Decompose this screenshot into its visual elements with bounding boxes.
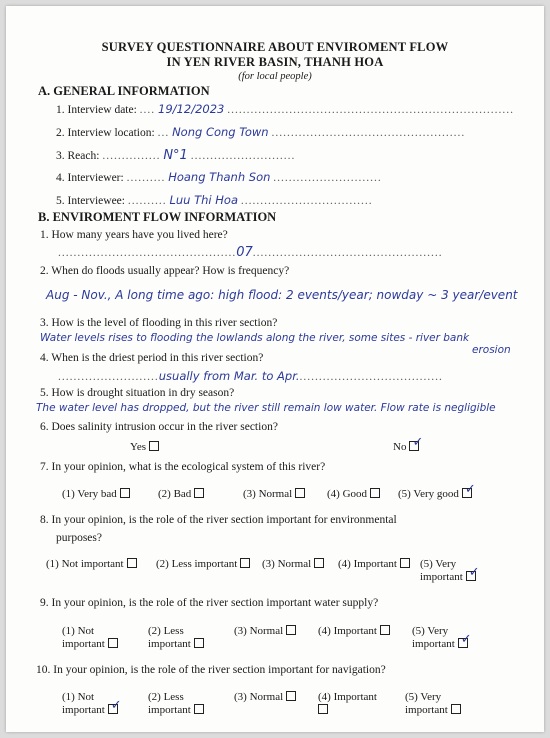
checkbox-icon[interactable] [400, 558, 410, 568]
question-7: 7. In your opinion, what is the ecological system of this river? [40, 461, 326, 473]
option-label: important [148, 638, 191, 650]
question-5: 5. How is drought situation in dry season? [40, 387, 235, 399]
option-label: (2) Less [148, 625, 184, 637]
checkbox-icon[interactable] [318, 704, 328, 714]
salinity-yes-option[interactable] [130, 441, 159, 453]
q8-option-3[interactable] [262, 558, 324, 570]
answer-4-line: ..........................usually from Mar. to Apr...................................... [58, 369, 443, 383]
section-a-heading: A. GENERAL INFORMATION [38, 84, 210, 98]
checkbox-icon[interactable] [462, 482, 476, 498]
option-label: (4) Important [318, 625, 377, 637]
q7-option-3[interactable] [243, 488, 305, 500]
answer-3: Water levels rises to flooding the lowlands along the river, some sites - river bank [40, 332, 470, 344]
checkbox-icon[interactable] [314, 558, 324, 568]
item-number: 5. [56, 195, 65, 207]
interview-date-value: 19/12/2023 [158, 102, 225, 116]
question-8-continued: purposes? [56, 532, 102, 544]
salinity-no-label: No [393, 441, 407, 453]
interview-date-row: 1. Interview date: .... 19/12/2023 .......................................................................... [56, 102, 514, 116]
reach-label: Reach: [67, 150, 100, 162]
q10-option-1[interactable] [62, 691, 94, 703]
option-label: (2) Less [148, 691, 184, 703]
option-label: (5) Very good [398, 488, 459, 500]
salinity-yes-label: Yes [130, 441, 147, 453]
answer-5: The water level has dropped, but the river still remain low water. Flow rate is negligible [36, 402, 496, 414]
answer-4: usually from Mar. to Apr. [158, 369, 300, 383]
checkbox-icon[interactable] [380, 625, 390, 635]
q7-option-5[interactable] [398, 482, 476, 500]
q10-option-2-line2[interactable] [148, 704, 204, 716]
reach-value: N°1 [163, 148, 188, 163]
form-title-line2: IN YEN RIVER BASIN, THANH HOA [166, 55, 384, 69]
checkbox-icon[interactable] [451, 704, 461, 714]
checkbox-icon[interactable] [194, 488, 204, 498]
q8-option-5-line2[interactable] [420, 565, 480, 583]
item-number: 1. [56, 104, 65, 116]
interview-date-label: Interview date: [67, 104, 137, 116]
q9-option-5[interactable] [412, 625, 448, 637]
interview-location-label: Interview location: [67, 127, 155, 139]
q10-option-5[interactable] [405, 691, 441, 703]
question-9: 9. In your opinion, is the role of the river section important water supply? [40, 597, 379, 609]
question-10: 10. In your opinion, is the role of the river section important for navigation? [36, 664, 386, 676]
option-label: important [62, 704, 105, 716]
salinity-no-option[interactable] [393, 435, 424, 453]
checkbox-icon[interactable] [194, 704, 204, 714]
checkmark-icon: ✓ [464, 482, 476, 497]
answer-1-line: ..............................................07................................................. [58, 245, 443, 260]
form-subtitle: (for local people) [238, 71, 312, 82]
question-1: 1. How many years have you lived here? [40, 229, 228, 241]
q7-option-2[interactable] [158, 488, 204, 500]
interviewee-row: 5. Interviewee: .......... Luu Thi Hoa .................................. [56, 193, 373, 207]
option-label: (4) Important [318, 691, 377, 703]
q10-option-1-line2[interactable] [62, 698, 122, 716]
question-6: 6. Does salinity intrusion occur in the river section? [40, 421, 278, 433]
answer-1: 07 [236, 245, 253, 260]
option-label: (5) Very [405, 691, 442, 703]
q9-option-1-line2[interactable] [62, 638, 118, 650]
question-2: 2. When do floods usually appear? How is frequency? [40, 265, 290, 277]
checkbox-icon[interactable] [409, 435, 424, 451]
checkbox-icon[interactable] [108, 698, 122, 714]
checkbox-icon[interactable] [120, 488, 130, 498]
section-b-heading: B. ENVIROMENT FLOW INFORMATION [38, 210, 277, 224]
checkmark-icon: ✓ [460, 632, 472, 647]
checkbox-icon[interactable] [466, 565, 480, 581]
option-label: (1) Not important [46, 558, 124, 570]
checkbox-icon[interactable] [194, 638, 204, 648]
checkbox-icon[interactable] [286, 691, 296, 701]
interview-location-value: Nong Cong Town [172, 125, 269, 139]
option-label: (4) Important [338, 558, 397, 570]
checkbox-icon[interactable] [149, 441, 159, 451]
interviewee-label: Interviewee: [67, 195, 125, 207]
form-title-line1: SURVEY QUESTIONNAIRE ABOUT ENVIROMENT FLOW [101, 40, 449, 54]
q8-option-4[interactable] [338, 558, 410, 570]
answer-2: Aug - Nov., A long time ago: high flood: 2 events/year; nowday ~ 3 year/event [46, 288, 518, 302]
checkbox-icon[interactable] [108, 638, 118, 648]
item-number: 2. [56, 127, 65, 139]
checkbox-icon[interactable] [286, 625, 296, 635]
option-label: (3) Normal [262, 558, 312, 570]
option-label: (5) Very [412, 625, 449, 637]
question-3: 3. How is the level of flooding in this river section? [40, 317, 278, 329]
option-label: important [412, 638, 455, 650]
option-label: (1) Not [62, 625, 95, 637]
option-label: (2) Bad [158, 488, 192, 500]
item-number: 3. [56, 150, 65, 162]
q7-option-1[interactable] [62, 488, 130, 500]
q10-option-2[interactable] [148, 691, 184, 703]
interviewer-row: 4. Interviewer: .......... Hoang Thanh Son ............................ [56, 170, 382, 184]
option-label: important [148, 704, 191, 716]
checkbox-icon[interactable] [370, 488, 380, 498]
option-label: (3) Normal [234, 691, 284, 703]
checkmark-icon: ✓ [412, 435, 424, 450]
q10-option-4[interactable] [318, 691, 377, 703]
checkbox-icon[interactable] [458, 632, 472, 648]
q8-option-2[interactable] [156, 558, 250, 570]
reach-row: 3. Reach: ............... N°1 ........................... [56, 148, 296, 163]
question-8: 8. In your opinion, is the role of the river section important for environmental [40, 514, 397, 526]
checkbox-icon[interactable] [240, 558, 250, 568]
question-4: 4. When is the driest period in this river section? [40, 352, 264, 364]
checkmark-icon: ✓ [110, 698, 122, 713]
q10-option-5-line2[interactable] [405, 704, 461, 716]
option-label: (5) Very [420, 558, 457, 570]
q9-option-2-line2[interactable] [148, 638, 204, 650]
q7-option-4[interactable] [327, 488, 380, 500]
checkbox-icon[interactable] [295, 488, 305, 498]
option-label: (3) Normal [234, 625, 284, 637]
interviewee-value: Luu Thi Hoa [169, 193, 239, 207]
interviewer-value: Hoang Thanh Son [168, 170, 271, 184]
q9-option-4[interactable] [318, 625, 390, 637]
option-label: (1) Not [62, 691, 95, 703]
option-label: important [405, 704, 448, 716]
option-label: important [62, 638, 105, 650]
answer-3-continued: erosion [472, 344, 511, 356]
q8-option-1[interactable] [46, 558, 137, 570]
q10-option-4-box[interactable] [318, 704, 328, 716]
option-label: (3) Normal [243, 488, 293, 500]
item-number: 4. [56, 172, 65, 184]
interview-location-row: 2. Interview location: ... Nong Cong Town .................................................. [56, 125, 466, 139]
q9-option-2[interactable] [148, 625, 184, 637]
option-label: important [420, 571, 463, 583]
checkbox-icon[interactable] [127, 558, 137, 568]
q9-option-3[interactable] [234, 625, 296, 637]
option-label: (4) Good [327, 488, 368, 500]
option-label: (2) Less important [156, 558, 238, 570]
q10-option-3[interactable] [234, 691, 296, 703]
q8-option-5[interactable] [420, 558, 456, 570]
q9-option-1[interactable] [62, 625, 94, 637]
q9-option-5-line2[interactable] [412, 632, 472, 650]
interviewer-label: Interviewer: [67, 172, 124, 184]
option-label: (1) Very bad [62, 488, 117, 500]
checkmark-icon: ✓ [468, 565, 480, 580]
